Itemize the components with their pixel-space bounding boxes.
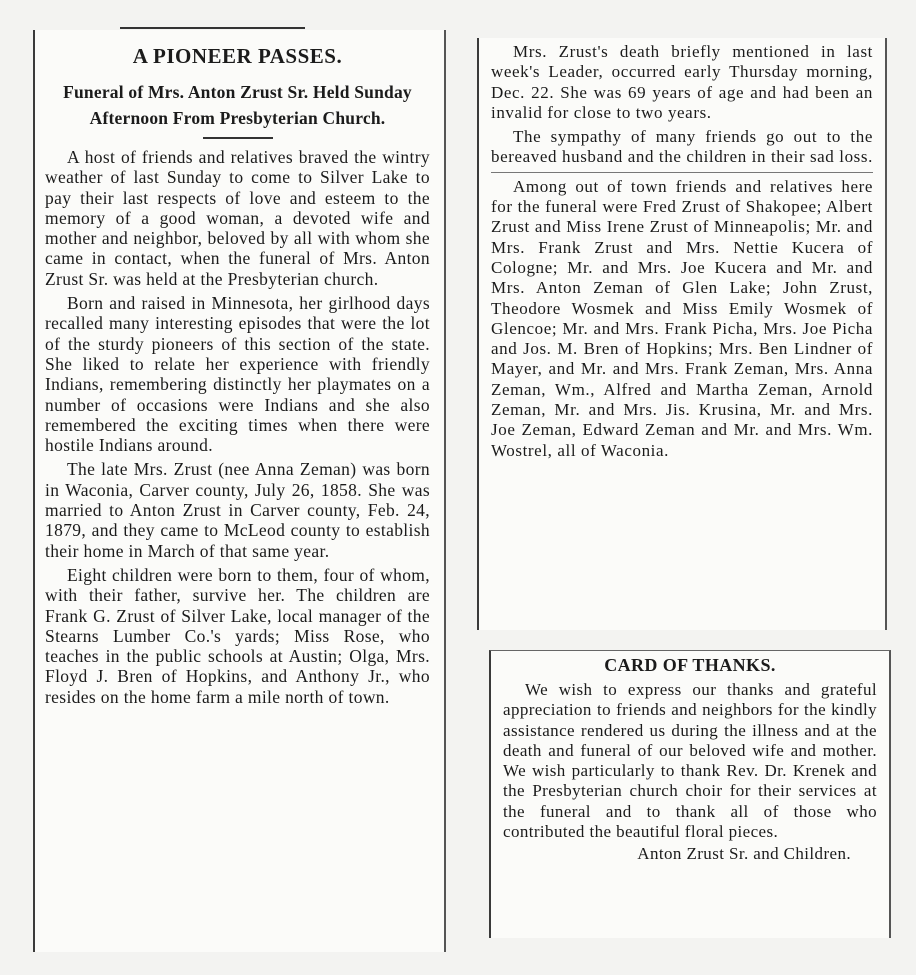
article-paragraph: A host of friends and relatives braved the wintry weather of last Sunday to come to Silver Lake to pay their last respects of love and esteem to the memory of a good woman, a devoted wife and mother and neighbor, beloved by all with whom she came in contact, when the funeral of Mrs. Anton Zrust Sr. was held at the Presbyterian church. [45,147,430,289]
article-paragraph: Mrs. Zrust's death briefly mentioned in last week's Leader, occurred early Thursday morning, Dec. 22. She was 69 years of age and had been an invalid for close to two years. [491,42,873,122]
article-headline: A PIONEER PASSES. [132,44,343,68]
paragraph-divider [491,172,873,173]
article-deck: Funeral of Mrs. Anton Zrust Sr. Held Sunday Afternoon From Presbyterian Church. [63,82,412,128]
article-paragraph: The late Mrs. Zrust (nee Anna Zeman) was born in Waconia, Carver county, July 26, 1858. She was married to Anton Zrust in Carver county, Feb. 24, 1879, and they came to McLeod county to establish their home in March of that same year. [45,459,430,561]
article-paragraph: The sympathy of many friends go out to the bereaved husband and the children in their sad loss. [491,127,873,167]
obituary-clipping-continued [477,38,887,630]
clipping-top-rule [120,27,305,29]
article-paragraph: Eight children were born to them, four of whom, with their father, survive her. The children are Frank G. Zrust of Silver Lake, local manager of the Stearns Lumber Co.'s yards; Miss Rose, who teaches in the public schools at Austin; Olga, Mrs. Floyd J. Bren of Hopkins, and Anthony Jr., who resides on the home farm a mile north of town. [45,564,430,707]
card-of-thanks-clipping [489,650,891,938]
article-paragraph: Among out of town friends and relatives here for the funeral were Fred Zrust of Shakopee; Albert Zrust and Miss Irene Zrust of Minneapolis; Mr. and Mrs. Frank Zrust and Mrs. Nettie Kucera of Cologne; Mr. and Mrs. Joe Kucera and Mr. and Mrs. Anton Zeman of Glen Lake; John Zrust, Theodore Wosmek and Miss Emily Wosmek of Glencoe; Mr. and Mrs. Frank Picha, Mrs. Joe Picha and Jos. M. Bren of Hopkins; Mrs. Ben Lindner of Mayer, and Mr. and Mrs. Frank Zeman, Mrs. Anna Zeman, Wm., Alfred and Martha Zeman, Arnold Zeman, Mr. and Mrs. Jis. Krusina, Mr. and Mrs. Joe Zeman, Edward Zeman and Mr. and Mrs. Wm. Wostrel, all of Waconia. [491,176,873,460]
deck-divider [203,137,273,139]
article-paragraph: Born and raised in Minnesota, her girlhood days recalled many interesting episodes that were the lot of the sturdy pioneers of this section of the state. She liked to relate her experience with friendly Indians, remembering distinctly her playmates on a number of occasions were Indians and she also remembered the exciting times when there were hostile Indians around. [45,293,430,456]
card-signature: Anton Zrust Sr. and Children. [637,844,851,864]
obituary-clipping-left [33,30,446,952]
card-title: CARD OF THANKS. [604,655,776,675]
card-body: We wish to express our thanks and grateful appreciation to friends and neighbors for the kindly assistance rendered us during the illness and at the death and funeral of our beloved wife and mother. We wish particularly to thank Rev. Dr. Krenek and the Presbyterian church choir for their services at the funeral and to thank all of those who contributed the beautiful floral pieces. [503,680,877,842]
